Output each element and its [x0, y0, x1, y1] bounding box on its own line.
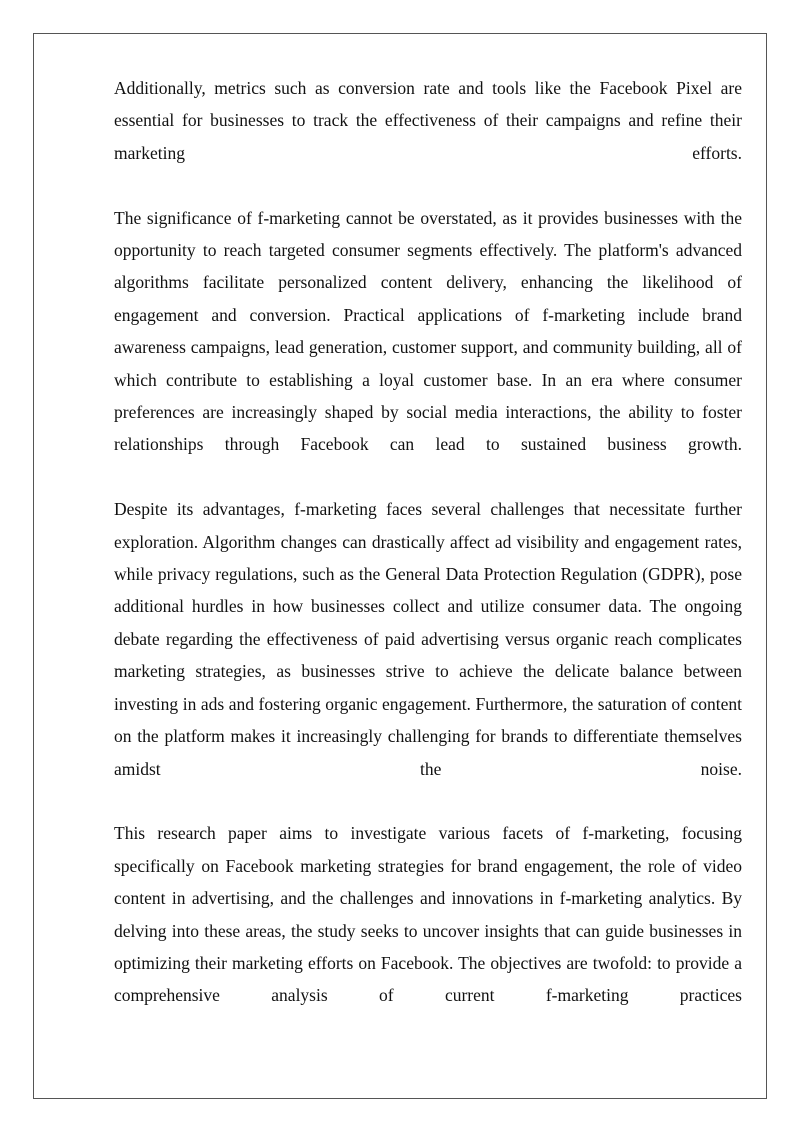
body-paragraph-3: Despite its advantages, f-marketing faces several challenges that necessitate further exploration. Algorithm changes can drastically affect ad visibility and engagement rates, while privacy regulations, such as the General Data Protection Regulation (GDPR), pose additional hurdles in how businesses collect and utilize consumer data. The ongoing debate regarding the effectiveness of paid advertising versus organic reach complicates marketing strategies, as businesses strive to achieve the delicate balance between investing in ads and fostering organic engagement. Furthermore, the saturation of content on the platform makes it increasingly challenging for brands to differentiate themselves amidst the noise.: [114, 499, 742, 779]
body-paragraph-2: The significance of f-marketing cannot be overstated, as it provides businesses with the opportunity to reach targeted consumer segments effectively. The platform's advanced algorithms facilitate personalized content delivery, enhancing the likelihood of engagement and conversion. Practical applications of f-marketing include brand awareness campaigns, lead generation, customer support, and community building, all of which contribute to establishing a loyal customer base. In an era where consumer preferences are increasingly shaped by social media interactions, the ability to foster relationships through Facebook can lead to sustained business growth.: [114, 207, 742, 455]
body-paragraph-4: This research paper aims to investigate various facets of f-marketing, focusing specifically on Facebook marketing strategies for brand engagement, the role of video content in advertising, and the challenges and innovations in f-marketing analytics. By delving into these areas, the study seeks to uncover insights that can guide businesses in optimizing their marketing efforts on Facebook. The objectives are twofold: to provide a comprehensive analysis of current f-marketing practices: [114, 823, 742, 1006]
body-paragraph-1: Additionally, metrics such as conversion rate and tools like the Facebook Pixel are essential for businesses to track the effectiveness of their campaigns and refine their marketing efforts.: [114, 78, 742, 163]
document-body: [114, 72, 742, 1012]
